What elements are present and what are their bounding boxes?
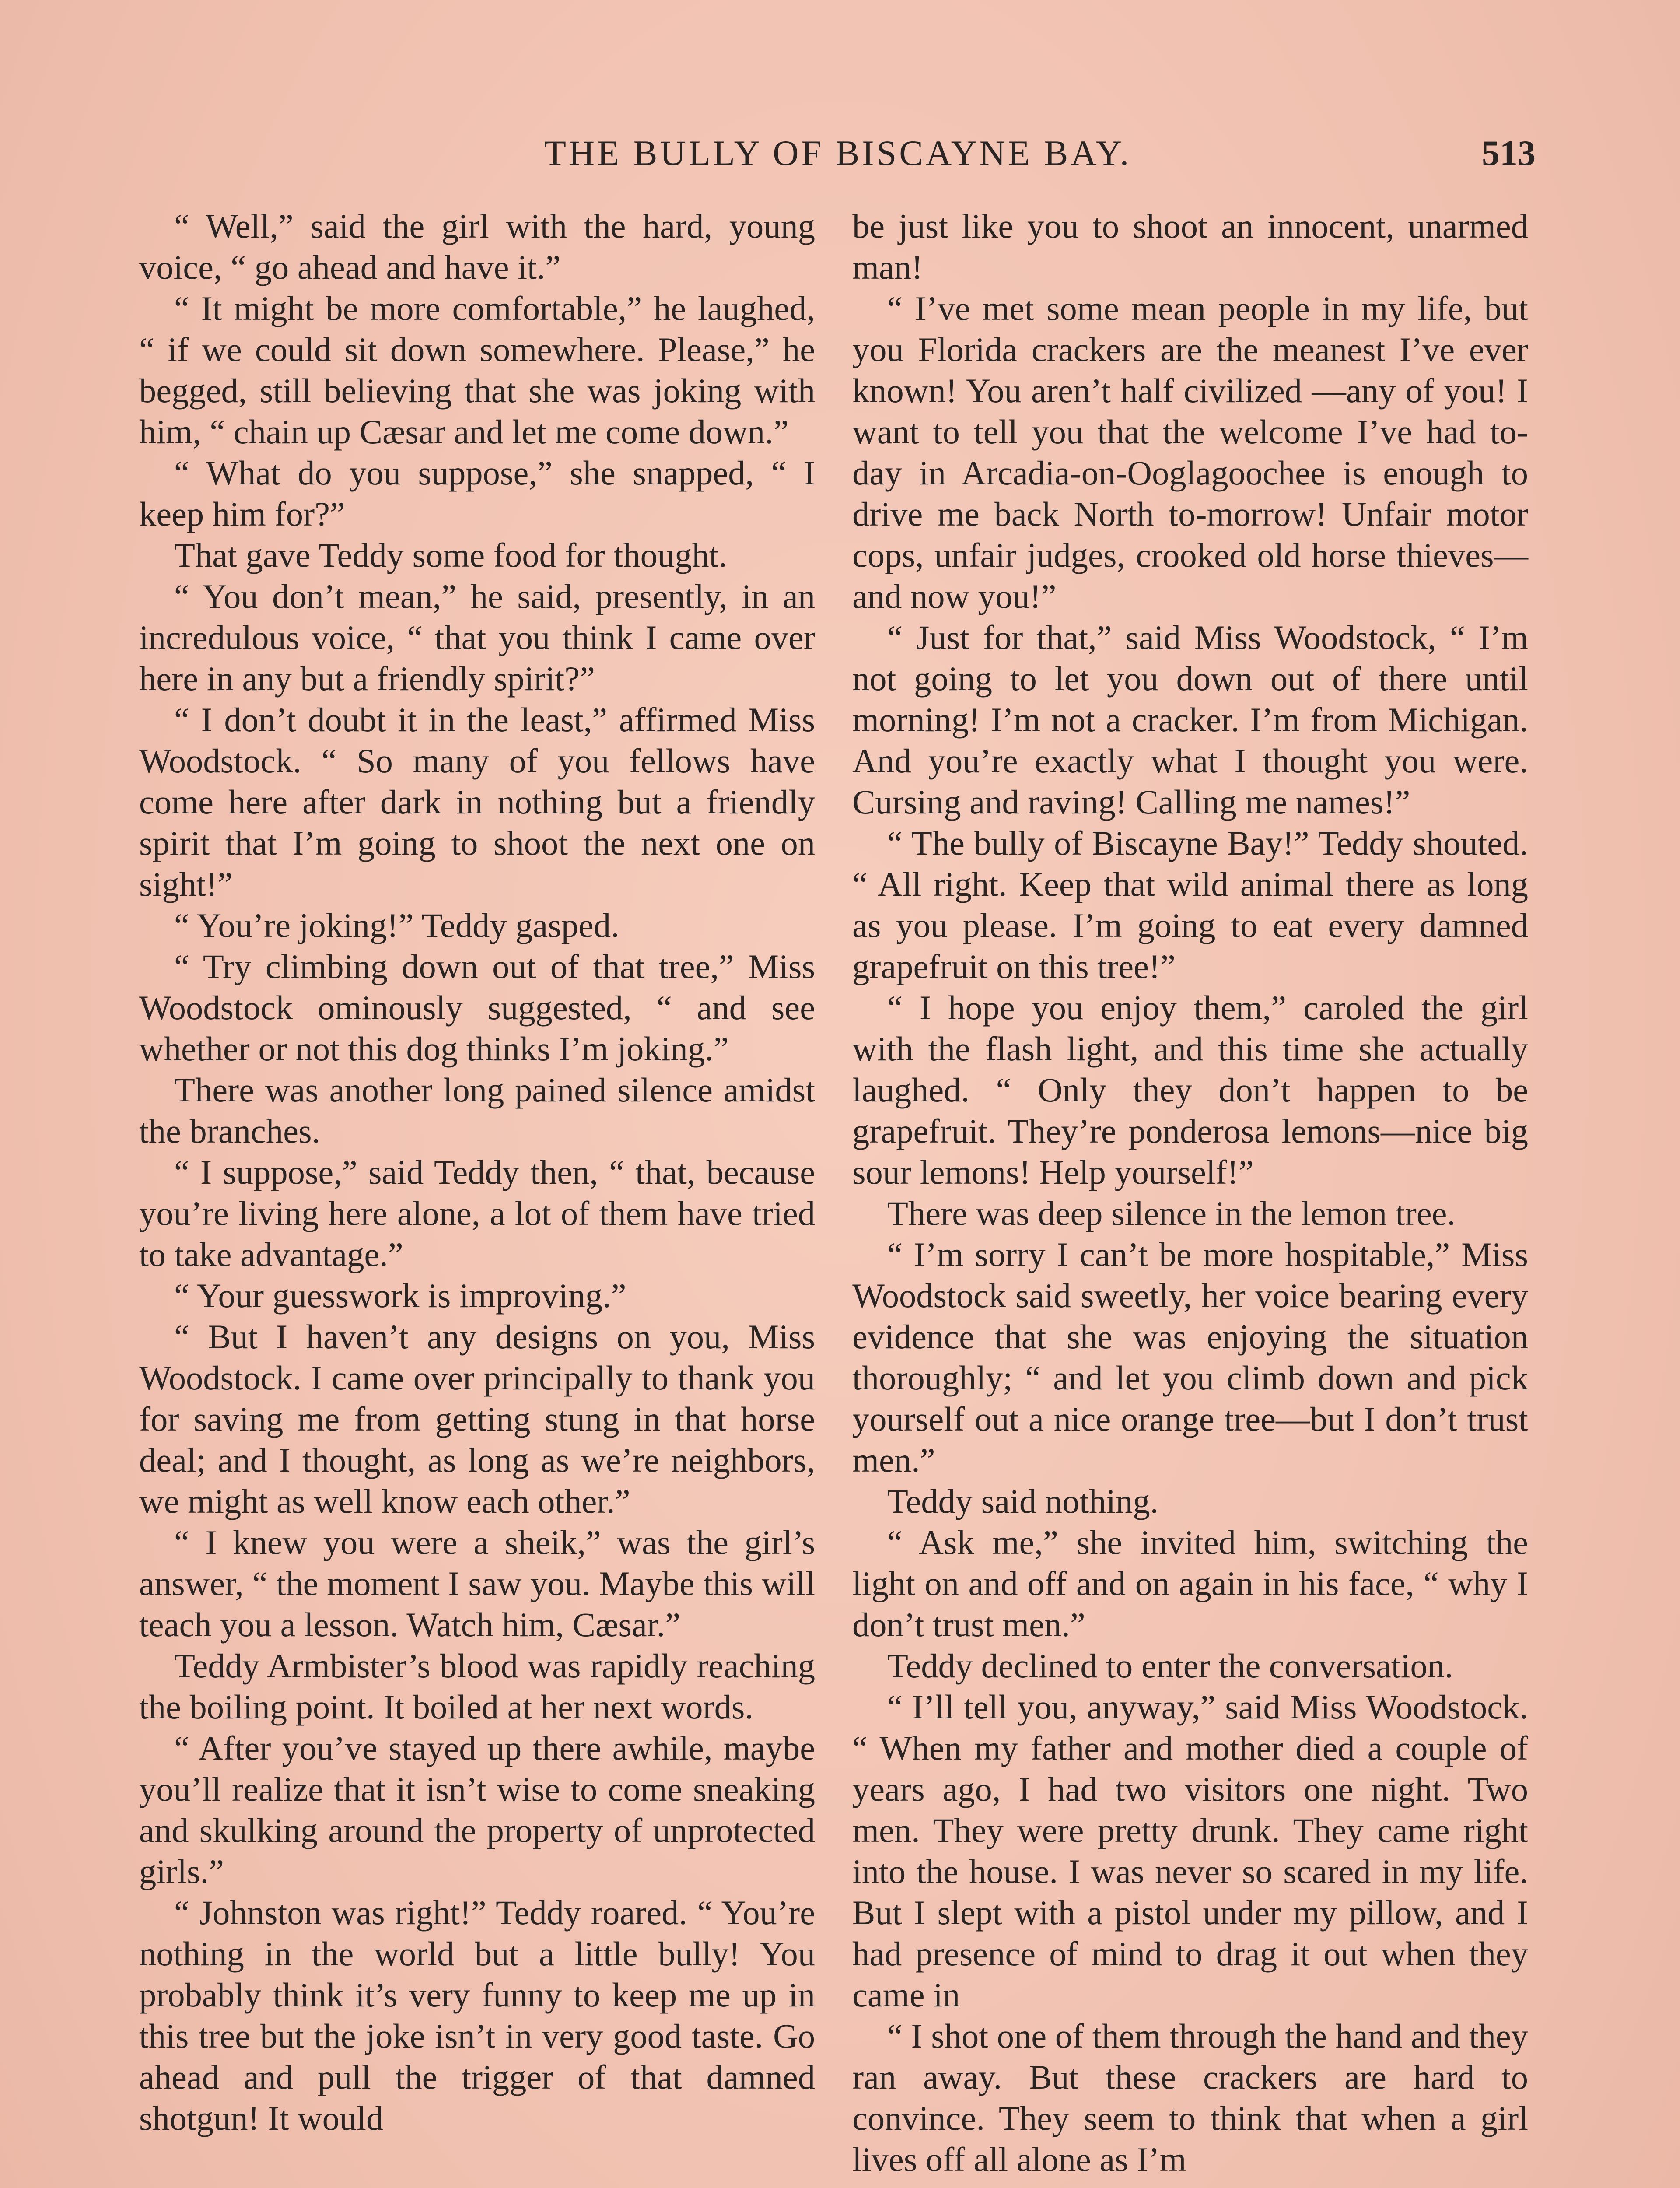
paragraph: be just like you to shoot an innocent, unarmed man!: [852, 207, 1528, 286]
paragraph: “ I’ll tell you, anyway,” said Miss Woodstock. “ When my father and mother died a couple of years ago, I had two visitors one night. Two men. They were pretty drunk. They came right into the house. I was never so scared in my life. But I slept with a pistol under my pillow, and I had presence of mind to drag it out when they came in: [852, 1688, 1528, 2014]
paragraph: “ I’ve met some mean people in my life, but you Florida crackers are the meanest I’ve ever known! You aren’t half civilized —any of you! I want to tell you that the welcome I’ve had to-day in Arcadia-on-Ooglagoochee is enough to drive me back North to-morrow! Unfair motor cops, unfair judges, crooked old horse thieves— and now you!”: [852, 289, 1528, 615]
paragraph: “ You don’t mean,” he said, presently, in an incredulous voice, “ that you think I came over here in any but a friendly spirit?”: [139, 577, 815, 698]
paragraph: “ I shot one of them through the hand and they ran away. But these crackers are hard to convince. They seem to think that when a girl lives off all alone as I’m: [852, 2017, 1528, 2178]
paragraph: Teddy said nothing.: [887, 1482, 1159, 1520]
paragraph: “ Well,” said the girl with the hard, young voice, “ go ahead and have it.”: [139, 207, 815, 286]
paragraph: “ Just for that,” said Miss Woodstock, “ I’m not going to let you down out of there until morning! I’m not a cracker. I’m from Michigan. And you’re exactly what I thought you were. Cursing and raving! Calling me names!”: [852, 618, 1528, 821]
paragraph: “ I don’t doubt it in the least,” affirmed Miss Woodstock. “ So many of you fellows have come here after dark in nothing but a friendly spirit that I’m going to shoot the next one on sight!”: [139, 701, 815, 903]
paragraph: “ Ask me,” she invited him, switching the light on and off and on again in his face, “ why I don’t trust men.”: [852, 1523, 1528, 1644]
paragraph: “ I’m sorry I can’t be more hospitable,” Miss Woodstock said sweetly, her voice bearing every evidence that she was enjoying the situation thoroughly; “ and let you climb down and pick yourself out a nice orange tree—but I don’t trust men.”: [852, 1235, 1528, 1479]
paragraph: “ You’re joking!” Teddy gasped.: [174, 906, 620, 944]
paragraph: “ What do you suppose,” she snapped, “ I keep him for?”: [139, 454, 815, 533]
paragraph: “ Johnston was right!” Teddy roared. “ You’re nothing in the world but a little bully! You probably think it’s very funny to keep me up in this tree but the joke isn’t in very good taste. Go ahead and pull the trigger of that damned shotgun! It would: [139, 1893, 815, 2137]
paragraph: There was deep silence in the lemon tree.: [887, 1194, 1456, 1232]
paragraph: “ Your guesswork is improving.”: [174, 1276, 626, 1315]
page-number: 513: [1482, 133, 1536, 173]
right-column: [852, 206, 1528, 2180]
page-header: [140, 129, 1536, 177]
left-column: [139, 206, 815, 2139]
paragraph: Teddy declined to enter the conversation.: [887, 1647, 1453, 1685]
paragraph: “ I suppose,” said Teddy then, “ that, because you’re living here alone, a lot of them have tried to take advantage.”: [139, 1153, 815, 1273]
paragraph: “ The bully of Biscayne Bay!” Teddy shouted. “ All right. Keep that wild animal there as long as you please. I’m going to eat every damned grapefruit on this tree!”: [852, 824, 1528, 985]
running-title: THE BULLY OF BISCAYNE BAY.: [544, 133, 1132, 173]
paragraph: That gave Teddy some food for thought.: [174, 536, 728, 574]
paragraph: “ But I haven’t any designs on you, Miss Woodstock. I came over principally to thank you for saving me from getting stung in that horse deal; and I thought, as long as we’re neighbors, we might as well know each other.”: [139, 1318, 815, 1520]
paragraph: “ Try climbing down out of that tree,” Miss Woodstock ominously suggested, “ and see whether or not this dog thinks I’m joking.”: [139, 947, 815, 1068]
paragraph: There was another long pained silence amidst the branches.: [139, 1071, 815, 1150]
paragraph: Teddy Armbister’s blood was rapidly reaching the boiling point. It boiled at her next words.: [139, 1647, 815, 1726]
paragraph: “ I hope you enjoy them,” caroled the girl with the flash light, and this time she actually laughed. “ Only they don’t happen to be grapefruit. They’re ponderosa lemons—nice big sour lemons! Help yourself!”: [852, 989, 1528, 1191]
paragraph: “ After you’ve stayed up there awhile, maybe you’ll realize that it isn’t wise to come sneaking and skulking around the property of unprotected girls.”: [139, 1729, 815, 1890]
paragraph: “ It might be more comfortable,” he laughed, “ if we could sit down somewhere. Please,” he begged, still believing that she was joking with him, “ chain up Cæsar and let me come down.”: [139, 289, 815, 451]
paragraph: “ I knew you were a sheik,” was the girl’s answer, “ the moment I saw you. Maybe this will teach you a lesson. Watch him, Cæsar.”: [139, 1523, 815, 1644]
